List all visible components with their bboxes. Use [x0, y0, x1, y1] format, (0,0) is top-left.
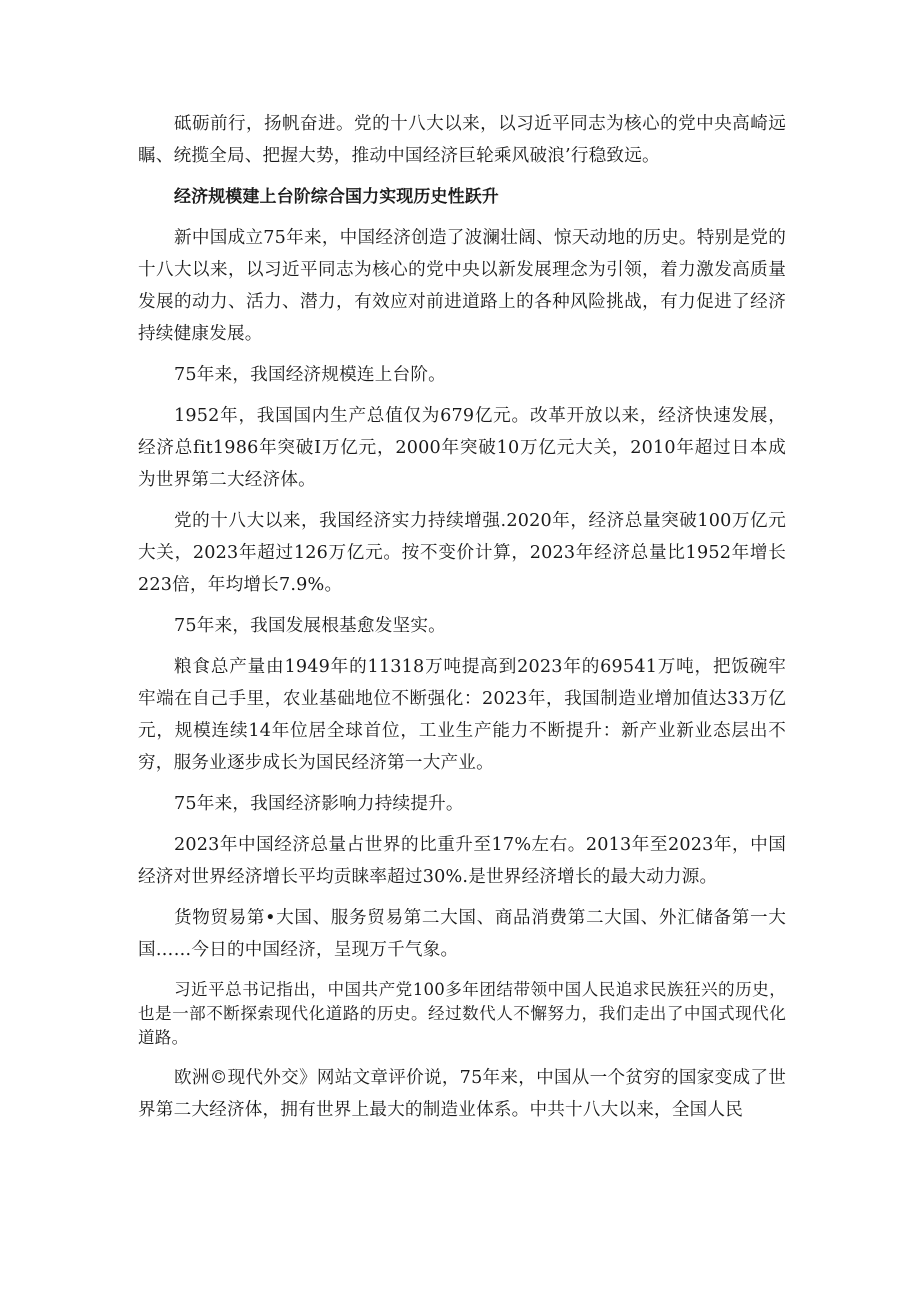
paragraph-foundation-lead: 75年来，我国发展根基愈发坚实。 — [174, 616, 446, 636]
paragraph-industry: 粮食总产量由1949年的11318万吨提高到2023年的69541万吨，把饭碗牢牢端在自己手里，农业基础地位不断强化：2023年，我国制造业增加值达33万亿元，规模连续14年位居全球首位，工业生产能力不断提升：新产业新业态层出不穷，服务业逐步成长为国民经济第一大产业。 — [138, 657, 786, 773]
paragraph-modernization-quote: 习近平总书记指出，中国共产党100多年团结带领中国人民追求民族狂兴的历史，也是一部不断探索现代化道路的历史。经过数代人不懈努力，我们走出了中国式现代化道路。 — [138, 980, 786, 1047]
paragraph-trade: 货物贸易第•大国、服务贸易第二大国、商品消费第二大国、外汇储备第一大国……今日的中国经济，呈现万千气象。 — [138, 908, 786, 960]
paragraph-gdp-history: 1952年，我国国内生产总值仅为679亿元。改革开放以来，经济快速发展，经济总fit1986年突破I万亿元，2000年突破10万亿元大关，2010年超过日本成为世界第二大经济体。 — [138, 406, 786, 490]
paragraph-gdp-growth: 党的十八大以来，我国经济实力持续增强.2020年，经济总量突破100万亿元大关，2023年超过126万亿元。按不变价计算，2023年经济总量比1952年增长223倍，年均增长7.9%。 — [138, 511, 786, 595]
document-page — [138, 108, 786, 1126]
paragraph-scale-lead: 75年来，我国经济规模连上台阶。 — [174, 365, 446, 385]
paragraph-foreign-review: 欧洲©现代外交》网站文章评价说，75年来，中国从一个贫穷的国家变成了世界第二大经济体，拥有世界上最大的制造业体系。中共十八大以来，全国人民 — [138, 1068, 786, 1120]
paragraph-opening: 砥砺前行，扬帆奋进。党的十八大以来，以习近平同志为核心的党中央高崎远瞩、统揽全局、把握大势，推动中国经济巨轮乘风破浪’行稳致远。 — [138, 114, 786, 166]
paragraph-world-share: 2023年中国经济总量占世界的比重升至17%左右。2013年至2023年，中国经济对世界经济增长平均贡睐率超过30%.是世界经济增长的最大动力源。 — [138, 835, 786, 887]
section-heading: 经济规模建上台阶综合国力实现历史性跃升 — [174, 187, 499, 207]
paragraph-influence-lead: 75年来，我国经济影响力持续提升。 — [174, 794, 464, 814]
paragraph-intro: 新中国成立75年来，中国经济创造了波澜壮阔、惊天动地的历史。特别是党的十八大以来，以习近平同志为核心的党中央以新发展理念为引领，着力激发高质量发展的动力、活力、潜力，有效应对前进道路上的各种风险挑战，有力促进了经济持续健康发展。 — [138, 228, 786, 344]
